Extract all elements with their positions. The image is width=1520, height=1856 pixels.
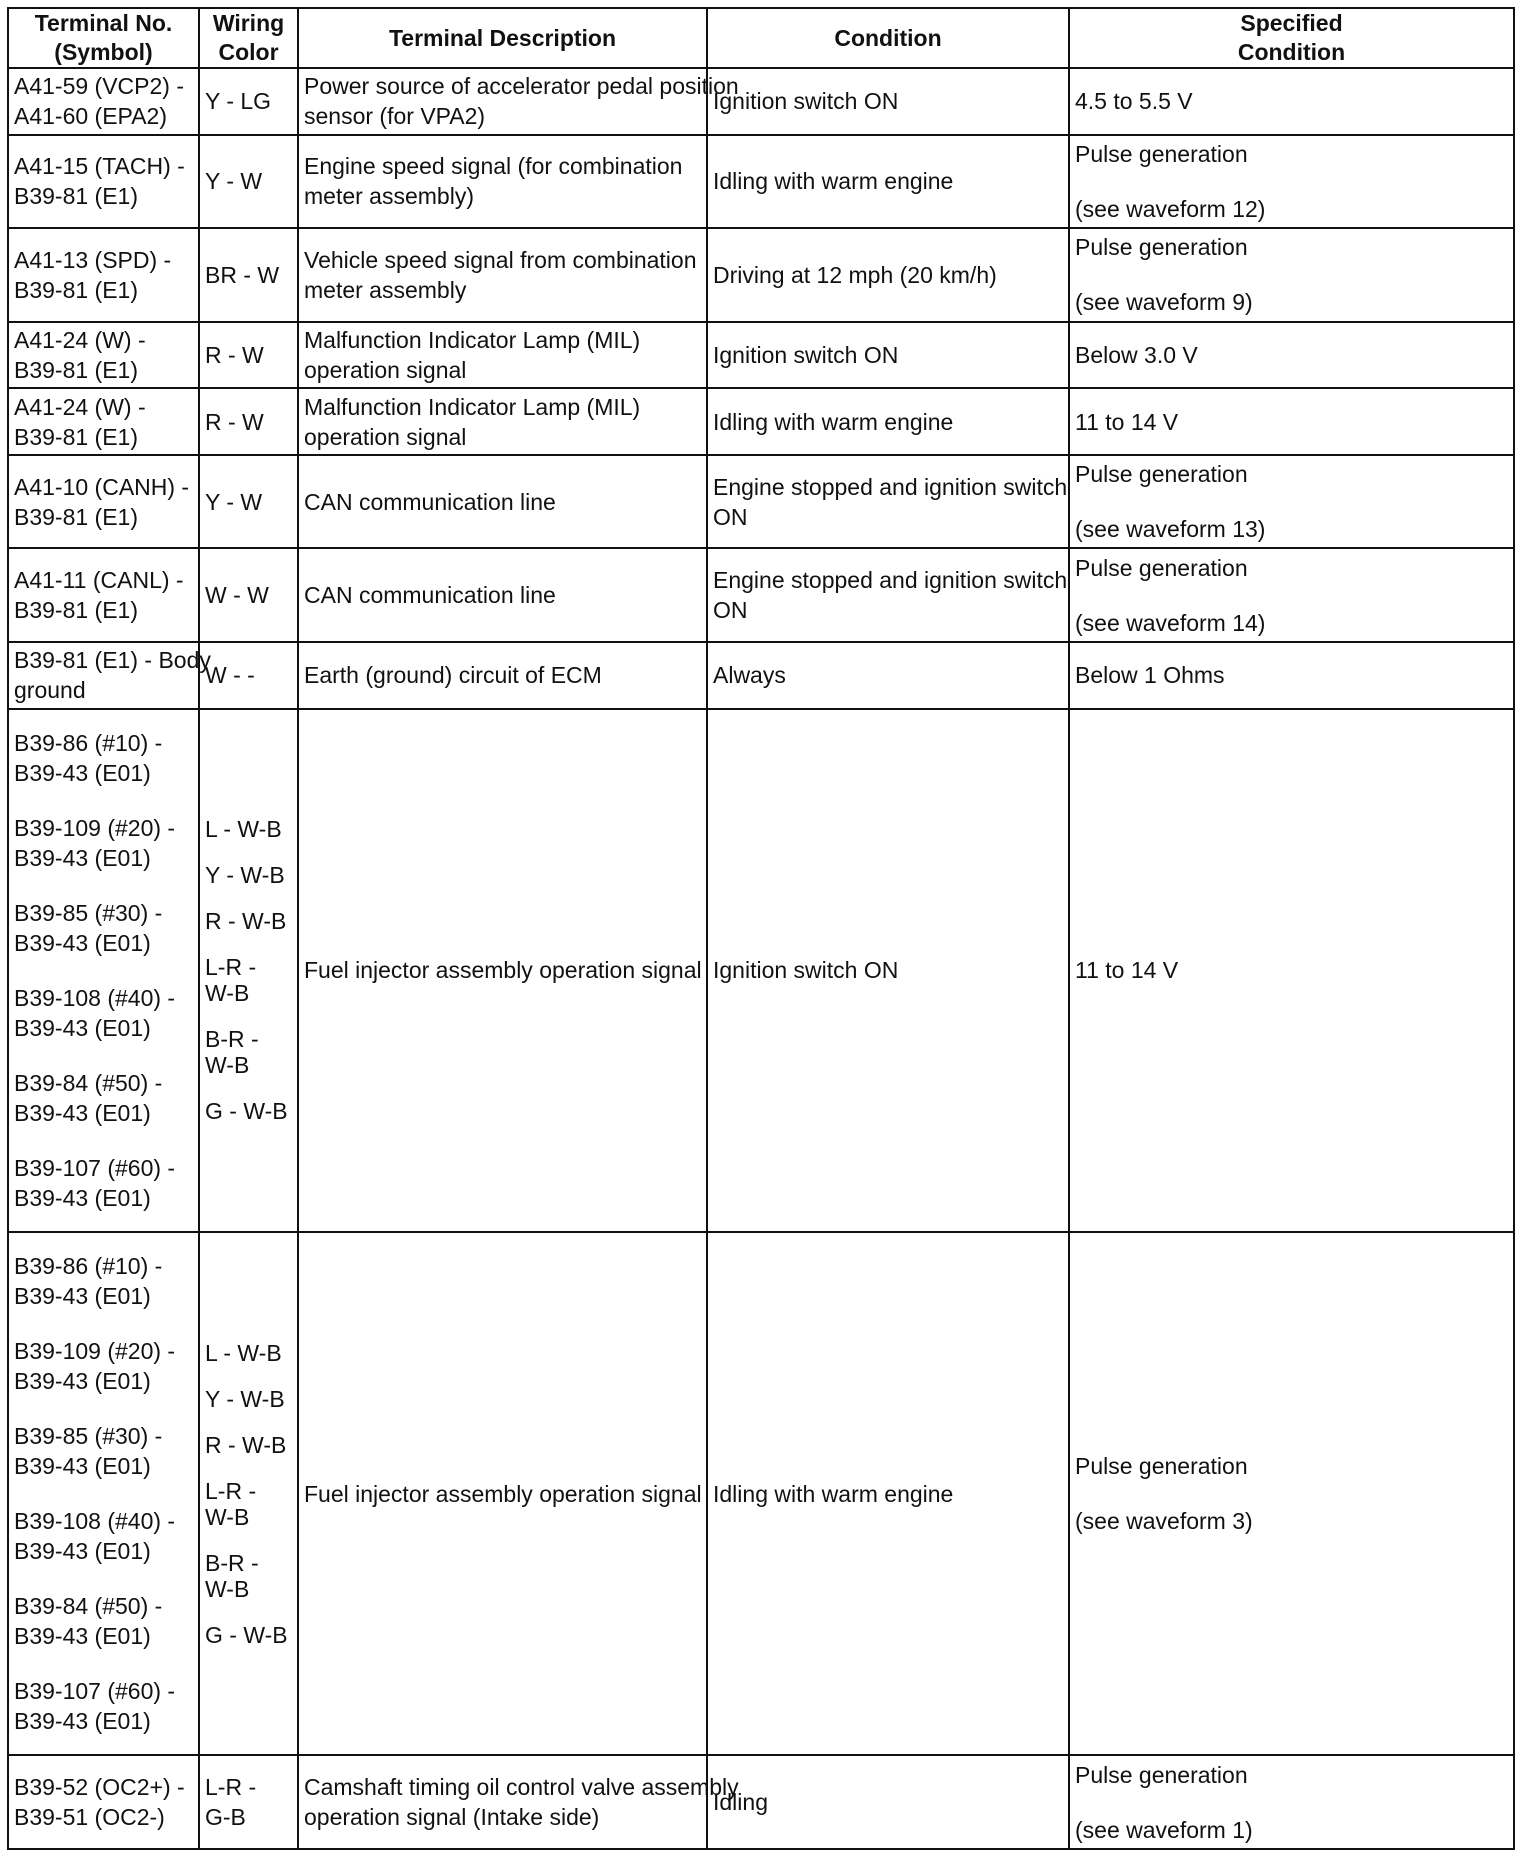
description-cell (298, 455, 707, 549)
terminal-text: B39-81 (E1) (14, 423, 139, 450)
wiring-text: Y - W-B (205, 1385, 285, 1412)
terminal-text: B39-81 (E1) (14, 356, 139, 383)
description-text: CAN communication line (304, 582, 556, 609)
description-text: Camshaft timing oil control valve assembly (304, 1774, 739, 1801)
wiring-cell (199, 709, 298, 1232)
terminal-pair (14, 1421, 193, 1481)
wiring-text: R - W (205, 341, 264, 368)
specified-text: Pulse generation (1075, 1453, 1248, 1480)
condition-text: ON (713, 597, 748, 624)
terminal-text: B39-81 (E1) (14, 276, 139, 303)
description-text: Malfunction Indicator Lamp (MIL) (304, 393, 641, 420)
description-cell (298, 135, 707, 229)
header-wiring: Wiring Color (199, 8, 298, 68)
terminal-text: B39-81 (E1) (14, 503, 139, 530)
description-text: operation signal (Intake side) (304, 1804, 600, 1831)
terminal-text: A41-24 (W) - (14, 393, 146, 420)
terminal-pair (14, 1068, 193, 1128)
wiring-text: W-B (205, 1052, 250, 1079)
wiring-text: L - W-B (205, 816, 282, 843)
wiring-text: L-R - (205, 1774, 257, 1801)
wiring-text: B-R - (205, 1549, 259, 1576)
terminal-text: B39-84 (#50) - (14, 1593, 163, 1620)
table-row (8, 1232, 1514, 1755)
specified-text: 4.5 to 5.5 V (1075, 88, 1193, 115)
terminal-text: B39-108 (#40) - (14, 984, 176, 1011)
specified-cell (1069, 455, 1514, 549)
wiring-cell (199, 228, 298, 322)
wiring-cell (199, 68, 298, 135)
wiring-text: Y - W (205, 168, 263, 195)
header-row (8, 8, 1514, 68)
condition-cell (707, 322, 1069, 389)
specified-text: (see waveform 14) (1075, 609, 1266, 636)
terminal-text: B39-109 (#20) - (14, 1338, 176, 1365)
terminal-cell (8, 228, 199, 322)
description-cell (298, 388, 707, 455)
table-row (8, 388, 1514, 455)
table-body (8, 68, 1514, 1849)
description-text: Malfunction Indicator Lamp (MIL) (304, 326, 641, 353)
terminal-text: A41-13 (SPD) - (14, 246, 172, 273)
description-text: meter assembly (304, 276, 467, 303)
specified-text: (see waveform 3) (1075, 1508, 1253, 1535)
wiring-text: R - W-B (205, 908, 287, 935)
wiring-text: Y - LG (205, 88, 272, 115)
table-row (8, 1755, 1514, 1849)
condition-cell (707, 1755, 1069, 1849)
wiring-text: L - W-B (205, 1339, 282, 1366)
terminal-text: B39-43 (E01) (14, 844, 151, 871)
specified-cell (1069, 135, 1514, 229)
wiring-entry (205, 862, 292, 888)
description-cell (298, 322, 707, 389)
wiring-text: W-B (205, 980, 250, 1007)
description-cell (298, 548, 707, 642)
terminal-text: B39-43 (E01) (14, 1184, 151, 1211)
condition-text: Ignition switch ON (713, 88, 899, 115)
description-cell (298, 642, 707, 709)
wiring-entry (205, 1432, 292, 1458)
wiring-entry (205, 1340, 292, 1366)
terminal-text: B39-51 (OC2-) (14, 1804, 165, 1831)
wiring-cell (199, 1755, 298, 1849)
specified-text: (see waveform 9) (1075, 289, 1253, 316)
terminal-cell (8, 68, 199, 135)
condition-cell (707, 709, 1069, 1232)
wiring-entry (205, 816, 292, 842)
terminal-text: B39-81 (E1) (14, 183, 139, 210)
terminal-cell (8, 548, 199, 642)
wiring-text: W-B (205, 1575, 250, 1602)
terminal-text: B39-108 (#40) - (14, 1508, 176, 1535)
specified-cell (1069, 388, 1514, 455)
wiring-text: W-B (205, 1503, 250, 1530)
specified-text: (see waveform 1) (1075, 1816, 1253, 1843)
condition-text: Engine stopped and ignition switch (713, 567, 1068, 594)
description-text: sensor (for VPA2) (304, 103, 486, 130)
description-cell (298, 228, 707, 322)
terminal-text: A41-15 (TACH) - (14, 153, 185, 180)
terminal-text: B39-43 (E01) (14, 1538, 151, 1565)
condition-cell (707, 642, 1069, 709)
specified-text: Below 1 Ohms (1075, 662, 1225, 689)
terminal-cell (8, 135, 199, 229)
specified-cell (1069, 1755, 1514, 1849)
terminal-cell (8, 388, 199, 455)
terminal-pair (14, 983, 193, 1043)
terminal-text: B39-84 (#50) - (14, 1069, 163, 1096)
terminal-cell (8, 709, 199, 1232)
wiring-text: G - W-B (205, 1621, 288, 1648)
description-text: operation signal (304, 356, 467, 383)
specified-cell (1069, 322, 1514, 389)
terminal-text: B39-86 (#10) - (14, 729, 163, 756)
terminal-text: ground (14, 677, 86, 704)
wiring-text: G - W-B (205, 1098, 288, 1125)
description-text: Power source of accelerator pedal position (304, 73, 739, 100)
wiring-entry (205, 954, 292, 1006)
table-row (8, 135, 1514, 229)
specified-text: 11 to 14 V (1075, 408, 1179, 435)
terminal-text: B39-43 (E01) (14, 1099, 151, 1126)
wiring-cell (199, 455, 298, 549)
description-text: CAN communication line (304, 488, 556, 515)
description-cell (298, 709, 707, 1232)
terminal-text: B39-85 (#30) - (14, 1423, 163, 1450)
table-row (8, 228, 1514, 322)
terminal-cell (8, 1232, 199, 1755)
specified-text: (see waveform 13) (1075, 516, 1266, 543)
terminal-cell (8, 1755, 199, 1849)
terminal-pair (14, 1251, 193, 1311)
terminal-pair (14, 1506, 193, 1566)
condition-text: Always (713, 662, 786, 689)
specified-text: Pulse generation (1075, 234, 1248, 261)
terminal-pair (14, 728, 193, 788)
terminal-pair (14, 813, 193, 873)
specified-text: 11 to 14 V (1075, 957, 1179, 984)
terminal-text: B39-81 (E1) (14, 597, 139, 624)
condition-cell (707, 68, 1069, 135)
description-text: Earth (ground) circuit of ECM (304, 662, 602, 689)
specified-text: Below 3.0 V (1075, 341, 1198, 368)
header-condition: Condition (707, 8, 1069, 68)
condition-cell (707, 135, 1069, 229)
terminal-text: A41-59 (VCP2) - (14, 73, 185, 100)
terminal-text: B39-43 (E01) (14, 1283, 151, 1310)
terminal-text: B39-107 (#60) - (14, 1678, 176, 1705)
condition-text: Idling with warm engine (713, 408, 954, 435)
specified-cell (1069, 1232, 1514, 1755)
wiring-cell (199, 1232, 298, 1755)
condition-cell (707, 228, 1069, 322)
terminal-pair (14, 1336, 193, 1396)
condition-cell (707, 388, 1069, 455)
wiring-text: G-B (205, 1804, 246, 1831)
condition-text: Idling with warm engine (713, 168, 954, 195)
terminal-text: B39-86 (#10) - (14, 1253, 163, 1280)
wiring-entry (205, 1478, 292, 1530)
terminal-spec-table (7, 7, 1515, 1850)
terminal-text: A41-60 (EPA2) (14, 103, 167, 130)
specified-text: Pulse generation (1075, 1761, 1248, 1788)
specified-cell (1069, 709, 1514, 1232)
terminal-text: B39-43 (E01) (14, 1623, 151, 1650)
table-row (8, 322, 1514, 389)
table-row (8, 709, 1514, 1232)
description-text: operation signal (304, 423, 467, 450)
description-text: meter assembly) (304, 183, 474, 210)
wiring-entry (205, 908, 292, 934)
condition-text: Ignition switch ON (713, 957, 899, 984)
terminal-pair (14, 898, 193, 958)
specified-cell (1069, 228, 1514, 322)
description-text: Vehicle speed signal from combination (304, 246, 697, 273)
terminal-text: B39-43 (E01) (14, 1453, 151, 1480)
condition-text: Engine stopped and ignition switch (713, 473, 1068, 500)
wiring-text: L-R - (205, 954, 257, 981)
wiring-cell (199, 322, 298, 389)
description-text: Fuel injector assembly operation signal (304, 957, 702, 984)
terminal-text: A41-24 (W) - (14, 326, 146, 353)
specified-text: Pulse generation (1075, 554, 1248, 581)
wiring-text: BR - W (205, 261, 280, 288)
table-row (8, 455, 1514, 549)
wiring-cell (199, 548, 298, 642)
wiring-entry (205, 1622, 292, 1648)
wiring-text: B-R - (205, 1026, 259, 1053)
specified-text: Pulse generation (1075, 140, 1248, 167)
specified-cell (1069, 68, 1514, 135)
terminal-text: A41-10 (CANH) - (14, 473, 190, 500)
terminal-cell (8, 322, 199, 389)
condition-text: Idling with warm engine (713, 1480, 954, 1507)
table-row (8, 548, 1514, 642)
description-cell (298, 68, 739, 135)
terminal-text: B39-81 (E1) - Body (14, 647, 211, 674)
table-row (8, 68, 1514, 135)
terminal-pair (14, 1591, 193, 1651)
condition-cell (707, 455, 1069, 549)
terminal-text: B39-43 (E01) (14, 1708, 151, 1735)
header-description: Terminal Description (298, 8, 707, 68)
condition-cell (707, 1232, 1069, 1755)
wiring-text: R - W (205, 408, 264, 435)
description-text: Engine speed signal (for combination (304, 153, 683, 180)
terminal-text: A41-11 (CANL) - (14, 567, 184, 594)
condition-text: ON (713, 503, 748, 530)
condition-text: Idling (713, 1789, 768, 1816)
wiring-entry (205, 1386, 292, 1412)
wiring-cell (199, 642, 298, 709)
condition-text: Ignition switch ON (713, 341, 899, 368)
terminal-cell (8, 455, 199, 549)
terminal-text: B39-43 (E01) (14, 1014, 151, 1041)
terminal-cell (8, 642, 211, 709)
wiring-text: L-R - (205, 1477, 257, 1504)
wiring-cell (199, 388, 298, 455)
wiring-text: Y - W-B (205, 862, 285, 889)
condition-text: Driving at 12 mph (20 km/h) (713, 261, 997, 288)
terminal-text: B39-109 (#20) - (14, 814, 176, 841)
wiring-text: Y - W (205, 488, 263, 515)
description-cell (298, 1232, 707, 1755)
table-row (8, 642, 1514, 709)
wiring-text: W - - (205, 662, 255, 689)
header-specified: Specified Condition (1069, 8, 1514, 68)
specified-text: (see waveform 12) (1075, 195, 1266, 222)
wiring-text: W - W (205, 582, 269, 609)
wiring-entry (205, 1098, 292, 1124)
terminal-text: B39-85 (#30) - (14, 899, 163, 926)
terminal-pair (14, 1153, 193, 1213)
terminal-text: B39-43 (E01) (14, 929, 151, 956)
terminal-text: B39-43 (E01) (14, 759, 151, 786)
wiring-cell (199, 135, 298, 229)
wiring-text: R - W-B (205, 1431, 287, 1458)
condition-cell (707, 548, 1069, 642)
specified-cell (1069, 642, 1514, 709)
terminal-text: B39-43 (E01) (14, 1368, 151, 1395)
specified-cell (1069, 548, 1514, 642)
terminal-pair (14, 1676, 193, 1736)
wiring-entry (205, 1550, 292, 1602)
header-terminal: Terminal No. (Symbol) (8, 8, 199, 68)
description-text: Fuel injector assembly operation signal (304, 1480, 702, 1507)
wiring-entry (205, 1026, 292, 1078)
terminal-text: B39-52 (OC2+) - (14, 1774, 185, 1801)
specified-text: Pulse generation (1075, 461, 1248, 488)
terminal-text: B39-107 (#60) - (14, 1154, 176, 1181)
description-cell (298, 1755, 739, 1849)
